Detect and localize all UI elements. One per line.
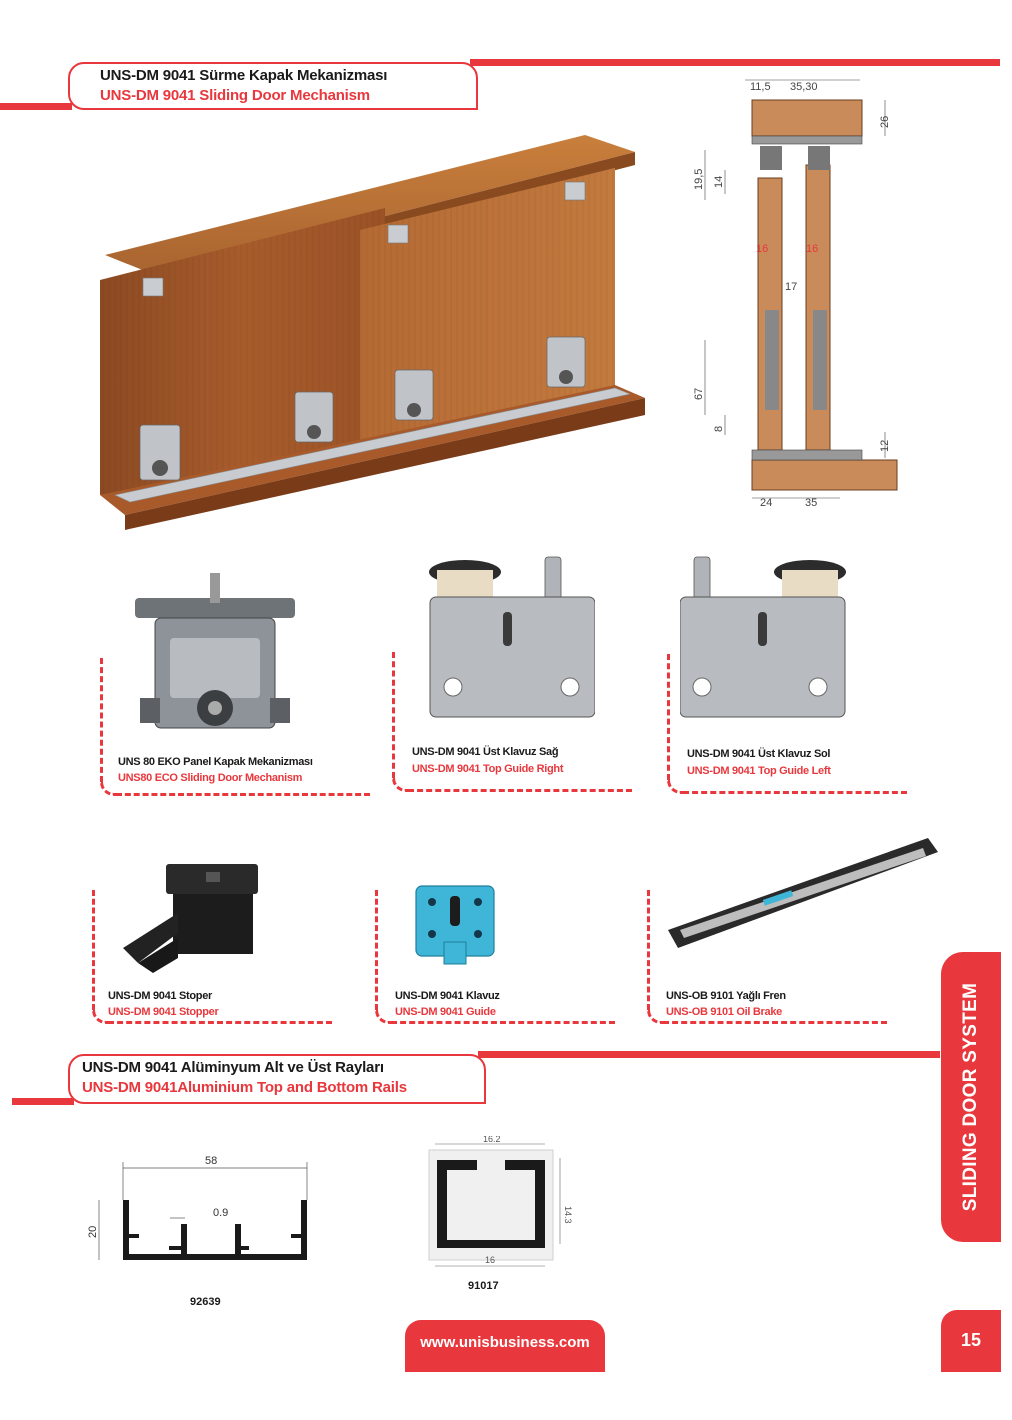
dim-16-b: 16 (806, 243, 819, 255)
side-tab-sliding-door-system (941, 952, 1001, 1242)
page-number: 15 (960, 1330, 982, 1350)
product-name-en: UNS-DM 9041 Guide (395, 1006, 496, 1018)
section-title-tr: UNS-DM 9041 Sürme Kapak Mekanizması (100, 67, 388, 84)
header-rule-left (0, 103, 72, 110)
product-card-stopper (92, 890, 332, 1030)
product-name-tr: UNS-DM 9041 Üst Klavuz Sağ (412, 746, 559, 758)
rail-dim-0-9: 0.9 (213, 1207, 229, 1219)
dim-24: 24 (760, 497, 773, 509)
dim-8: 8 (713, 425, 725, 432)
rail-code-91017: 91017 (468, 1280, 499, 1292)
cross-section-drawing (690, 70, 900, 510)
dim-14: 14 (713, 175, 725, 188)
page-number-tab (941, 1310, 1001, 1372)
product-name-en: UNS80 ECO Sliding Door Mechanism (118, 772, 303, 784)
product-name-en: UNS-DM 9041 Top Guide Right (412, 763, 564, 775)
website-tab (405, 1320, 605, 1372)
product-name-tr: UNS-DM 9041 Üst Klavuz Sol (687, 748, 831, 760)
dim-16-a: 16 (756, 243, 769, 255)
dim-12: 12 (879, 439, 891, 452)
section-title-en: UNS-DM 9041 Sliding Door Mechanism (100, 87, 370, 104)
rail-dim-16-2: 16.2 (483, 1136, 501, 1144)
website-link[interactable]: www.unisbusiness.com (420, 1334, 590, 1351)
product-card-eko (100, 658, 370, 798)
sliding-door-illustration (95, 130, 655, 530)
product-card-oil-brake (647, 890, 887, 1030)
rail-profile-92639 (85, 1150, 325, 1270)
dim-11-5: 11,5 (750, 81, 771, 93)
product-name-en: UNS-OB 9101 Oil Brake (666, 1006, 782, 1018)
rail-profile-91017 (415, 1136, 575, 1276)
rail-dim-20: 20 (87, 1225, 99, 1238)
dim-35: 35 (805, 497, 818, 509)
dim-17: 17 (785, 281, 798, 293)
rail-dim-58: 58 (205, 1155, 218, 1167)
product-name-tr: UNS-OB 9101 Yağlı Fren (666, 990, 786, 1002)
dim-35-30: 35,30 (790, 81, 818, 93)
section-title-en: UNS-DM 9041Aluminium Top and Bottom Rails (82, 1079, 407, 1096)
dim-26: 26 (879, 115, 891, 128)
section-title-tr: UNS-DM 9041 Alüminyum Alt ve Üst Rayları (82, 1059, 384, 1076)
product-name-en: UNS-DM 9041 Stopper (108, 1006, 219, 1018)
header-rule (478, 1051, 940, 1058)
product-card-top-guide-left (667, 654, 907, 799)
product-name-tr: UNS-DM 9041 Stoper (108, 990, 213, 1002)
product-name-en: UNS-DM 9041 Top Guide Left (687, 765, 831, 777)
header-rule-left (12, 1098, 74, 1105)
section-header-rails (0, 1048, 940, 1112)
side-label: SLIDING DOOR SYSTEM (960, 982, 981, 1212)
rail-dim-14-3: 14.3 (563, 1206, 573, 1224)
product-name-tr: UNS 80 EKO Panel Kapak Mekanizması (118, 756, 313, 768)
dim-67: 67 (693, 387, 705, 400)
product-name-tr: UNS-DM 9041 Klavuz (395, 990, 500, 1002)
product-card-guide (375, 890, 615, 1030)
rail-code-92639: 92639 (190, 1296, 221, 1308)
header-rule (470, 59, 1000, 66)
dim-19-5: 19,5 (693, 168, 705, 190)
product-card-top-guide-right (392, 652, 632, 797)
rail-dim-16: 16 (485, 1255, 496, 1265)
